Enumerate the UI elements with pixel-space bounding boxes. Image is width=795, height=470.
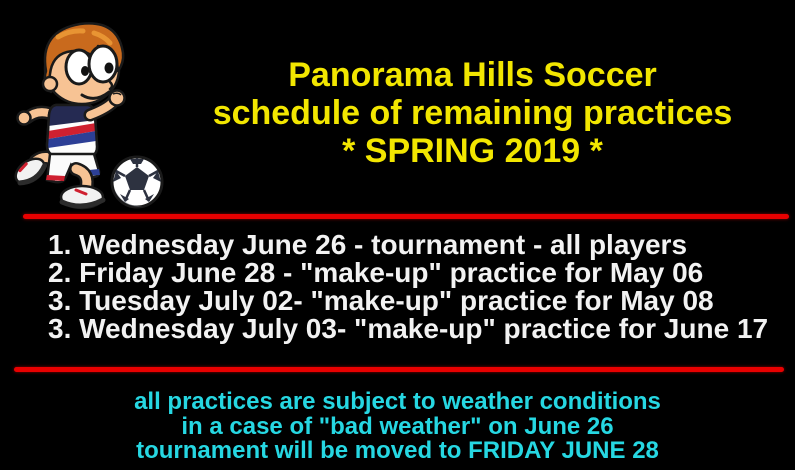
schedule-item-1: 1. Wednesday June 26 - tournament - all players xyxy=(48,229,688,260)
weather-note-line-3: tournament will be moved to FRIDAY JUNE 28 xyxy=(136,437,659,464)
poster-title xyxy=(150,56,795,170)
schedule-item-4: 3. Wednesday July 03- "make-up" practice for June 17 xyxy=(48,313,769,344)
title-line-2: schedule of remaining practices xyxy=(212,94,733,132)
red-divider-bottom xyxy=(14,367,784,372)
schedule-item-3: 3. Tuesday July 02- "make-up" practice for May 08 xyxy=(48,285,714,316)
schedule-item-2: 2. Friday June 28 - "make-up" practice for May 06 xyxy=(48,257,704,288)
weather-note-line-2: in a case of "bad weather" on June 26 xyxy=(181,412,614,440)
red-divider-top xyxy=(23,214,789,219)
title-line-3: * SPRING 2019 * xyxy=(342,132,603,170)
weather-note xyxy=(0,390,795,464)
front-shoe xyxy=(61,186,103,208)
kid-head xyxy=(43,23,123,104)
title-line-1: Panorama Hills Soccer xyxy=(288,56,657,94)
weather-note-line-1: all practices are subject to weather conditions xyxy=(134,388,661,415)
schedule-list xyxy=(48,231,788,343)
